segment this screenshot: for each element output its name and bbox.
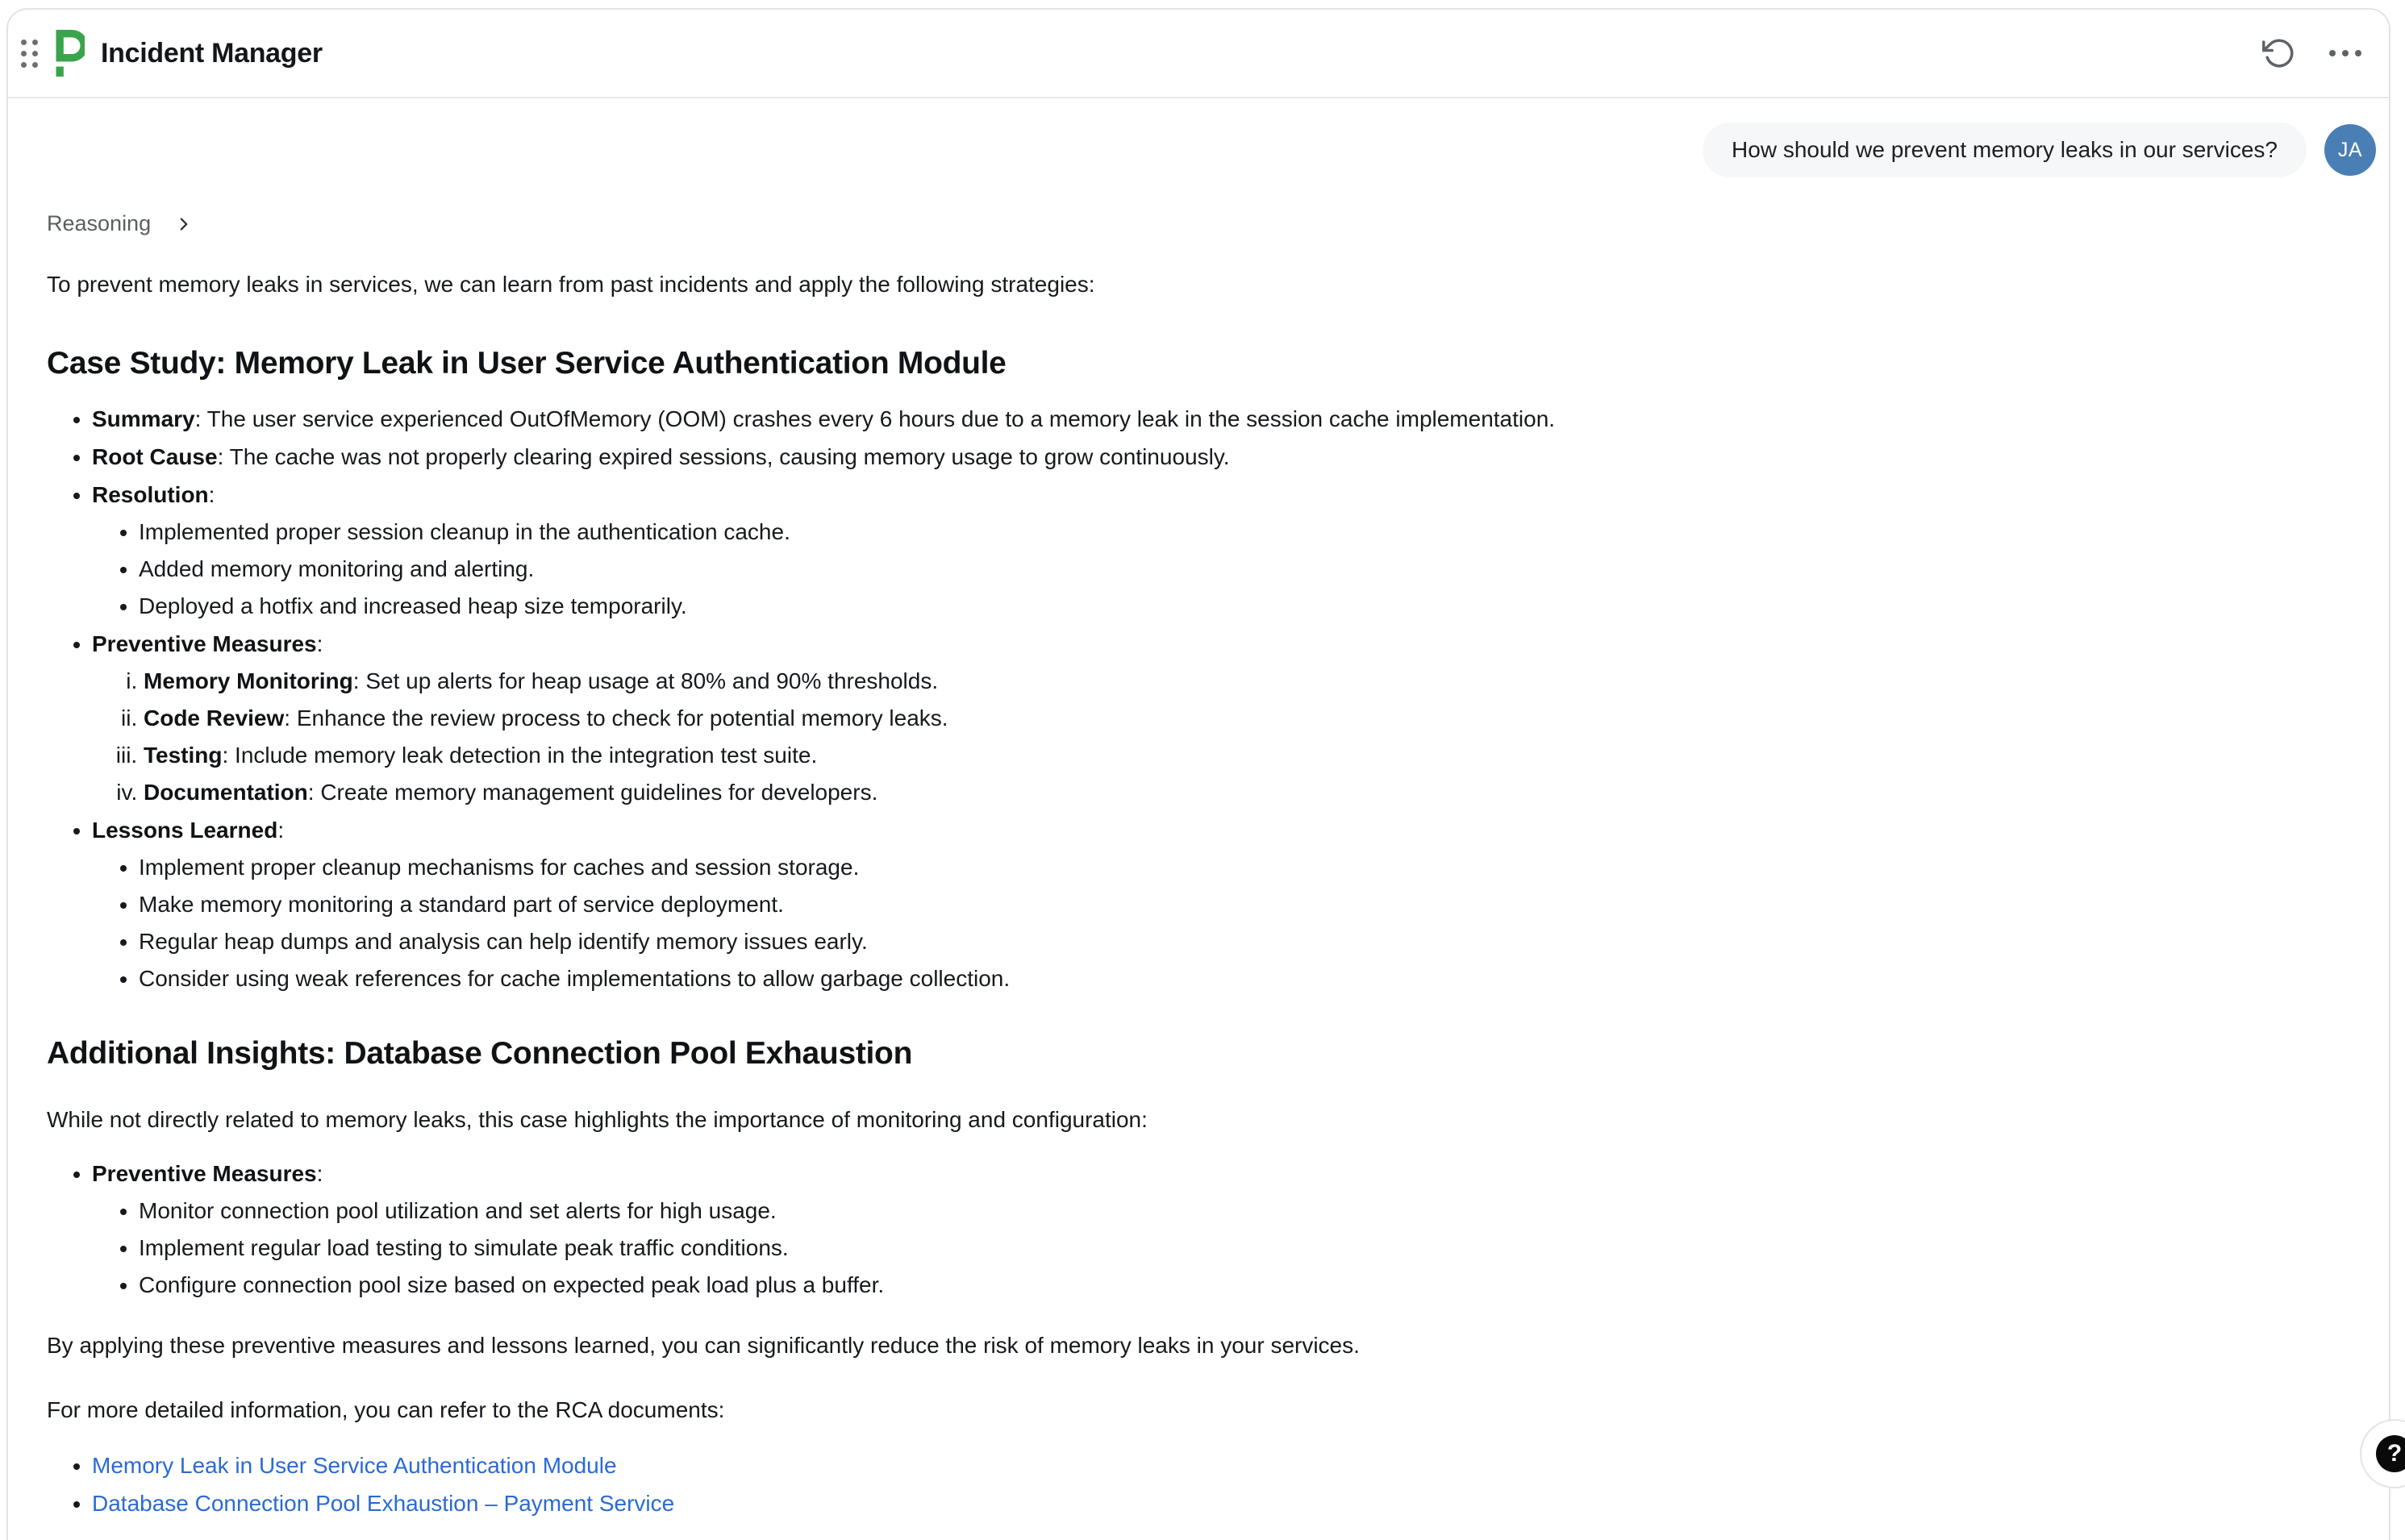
rca-intro-paragraph: For more detailed information, you can refer to the RCA documents: [47, 1397, 725, 1422]
list-item: ii. Code Review: Enhance the review process to check for potential memory leaks. [144, 706, 2279, 730]
user-message-row [47, 123, 2376, 177]
intro-paragraph: To prevent memory leaks in services, we can learn from past incidents and apply the following strategies: [47, 272, 1095, 297]
list-item: • Monitor connection pool utilization and set alerts for high usage. [139, 1199, 2279, 1223]
list-item: • Regular heap dumps and analysis can help identify memory issues early. [139, 930, 2279, 954]
conclusion-paragraph: By applying these preventive measures and lessons learned, you can significantly reduce the risk of memory leaks in your services. [47, 1333, 1360, 1358]
user-avatar: JA [2324, 124, 2376, 176]
insights-sublist [92, 1199, 2279, 1297]
drag-handle-icon[interactable] [21, 40, 38, 68]
list-item: iv. Documentation: Create memory management guidelines for developers. [144, 780, 2279, 805]
lessons-learned-sublist [92, 855, 2279, 991]
insights-list [47, 1162, 2279, 1297]
reset-button[interactable] [2260, 34, 2299, 73]
list-item: • Configure connection pool size based on expected peak load plus a buffer. [139, 1273, 2279, 1297]
resolution-sublist [92, 520, 2279, 618]
ellipsis-icon [2329, 50, 2361, 56]
list-item: • Implement regular load testing to simulate peak traffic conditions. [139, 1236, 2279, 1260]
list-item-resolution: • Resolution: • Implemented proper session cleanup in the authentication cache. • Added memory monitoring and alerting. • Deployed a hotfix and increased heap size temporarily. [92, 483, 2279, 618]
chevron-right-icon [173, 214, 194, 235]
reasoning-label: Reasoning [47, 211, 152, 235]
list-item: • Added memory monitoring and alerting. [139, 557, 2279, 581]
list-item-preventive-measures-2: • Preventive Measures: • Monitor connection pool utilization and set alerts for high usage. • Implement regular load testing to simulate peak traffic conditions. • Configure connection pool size based on expected peak load plus a buffer. [92, 1162, 2279, 1297]
list-item-lessons-learned: • Lessons Learned: • Implement proper cleanup mechanisms for caches and session storage. • Make memory monitoring a standard part of service deployment. • Regular heap dumps and analysis can help identify memory issues early. • Consider using weak references for cache implementations to allow garbage collection. [92, 818, 2279, 991]
user-message-bubble: How should we prevent memory leaks in our services? [1703, 123, 2307, 177]
list-item-root-cause: • Root Cause: The cache was not properly clearing expired sessions, causing memory usage to grow continuously. [92, 445, 2279, 469]
case-study-heading: Case Study: Memory Leak in User Service Authentication Module [47, 346, 1007, 381]
rca-link-memory-leak[interactable]: Memory Leak in User Service Authentication Module [92, 1453, 617, 1478]
list-item-preventive-measures: • Preventive Measures: i. Memory Monitoring: Set up alerts for heap usage at 80% and 90% thresholds. ii. Code Review: Enhance the review process to check for potential memory leaks. iii. Testing: Include memory leak detection in the integration test suite. iv. Documentation: Create memory management guidelines for developers. [92, 632, 2279, 805]
rotate-ccw-icon [2262, 36, 2296, 70]
assistant-response [47, 268, 2376, 1516]
list-item: • Make memory monitoring a standard part of service deployment. [139, 893, 2279, 917]
list-item [92, 1454, 2279, 1478]
question-mark-icon: ? [2376, 1435, 2405, 1472]
list-item [92, 1492, 2279, 1516]
app-header [8, 10, 2389, 98]
app-window [6, 8, 2390, 1540]
rca-links-list [47, 1454, 2279, 1516]
app-logo-icon [51, 30, 85, 77]
list-item: • Implemented proper session cleanup in the authentication cache. [139, 520, 2279, 544]
list-item: i. Memory Monitoring: Set up alerts for heap usage at 80% and 90% thresholds. [144, 669, 2279, 693]
list-item: • Implement proper cleanup mechanisms for caches and session storage. [139, 855, 2279, 880]
list-item-summary: • Summary: The user service experienced OutOfMemory (OOM) crashes every 6 hours due to a memory leak in the session cache implementation. [92, 407, 2279, 431]
reasoning-toggle[interactable] [47, 211, 194, 236]
additional-insights-heading: Additional Insights: Database Connection Pool Exhaustion [47, 1036, 913, 1071]
app-title: Incident Manager [101, 37, 323, 69]
insights-intro-paragraph: While not directly related to memory leaks, this case highlights the importance of monitoring and configuration: [47, 1107, 1148, 1132]
more-options-button[interactable] [2326, 34, 2365, 73]
list-item: • Consider using weak references for cache implementations to allow garbage collection. [139, 967, 2279, 991]
chat-area [8, 98, 2389, 1516]
case-study-list [47, 407, 2279, 991]
rca-link-db-pool[interactable]: Database Connection Pool Exhaustion – Payment Service [92, 1491, 675, 1516]
preventive-measures-sublist [92, 669, 2279, 805]
list-item: • Deployed a hotfix and increased heap size temporarily. [139, 594, 2279, 618]
list-item: iii. Testing: Include memory leak detection in the integration test suite. [144, 743, 2279, 768]
